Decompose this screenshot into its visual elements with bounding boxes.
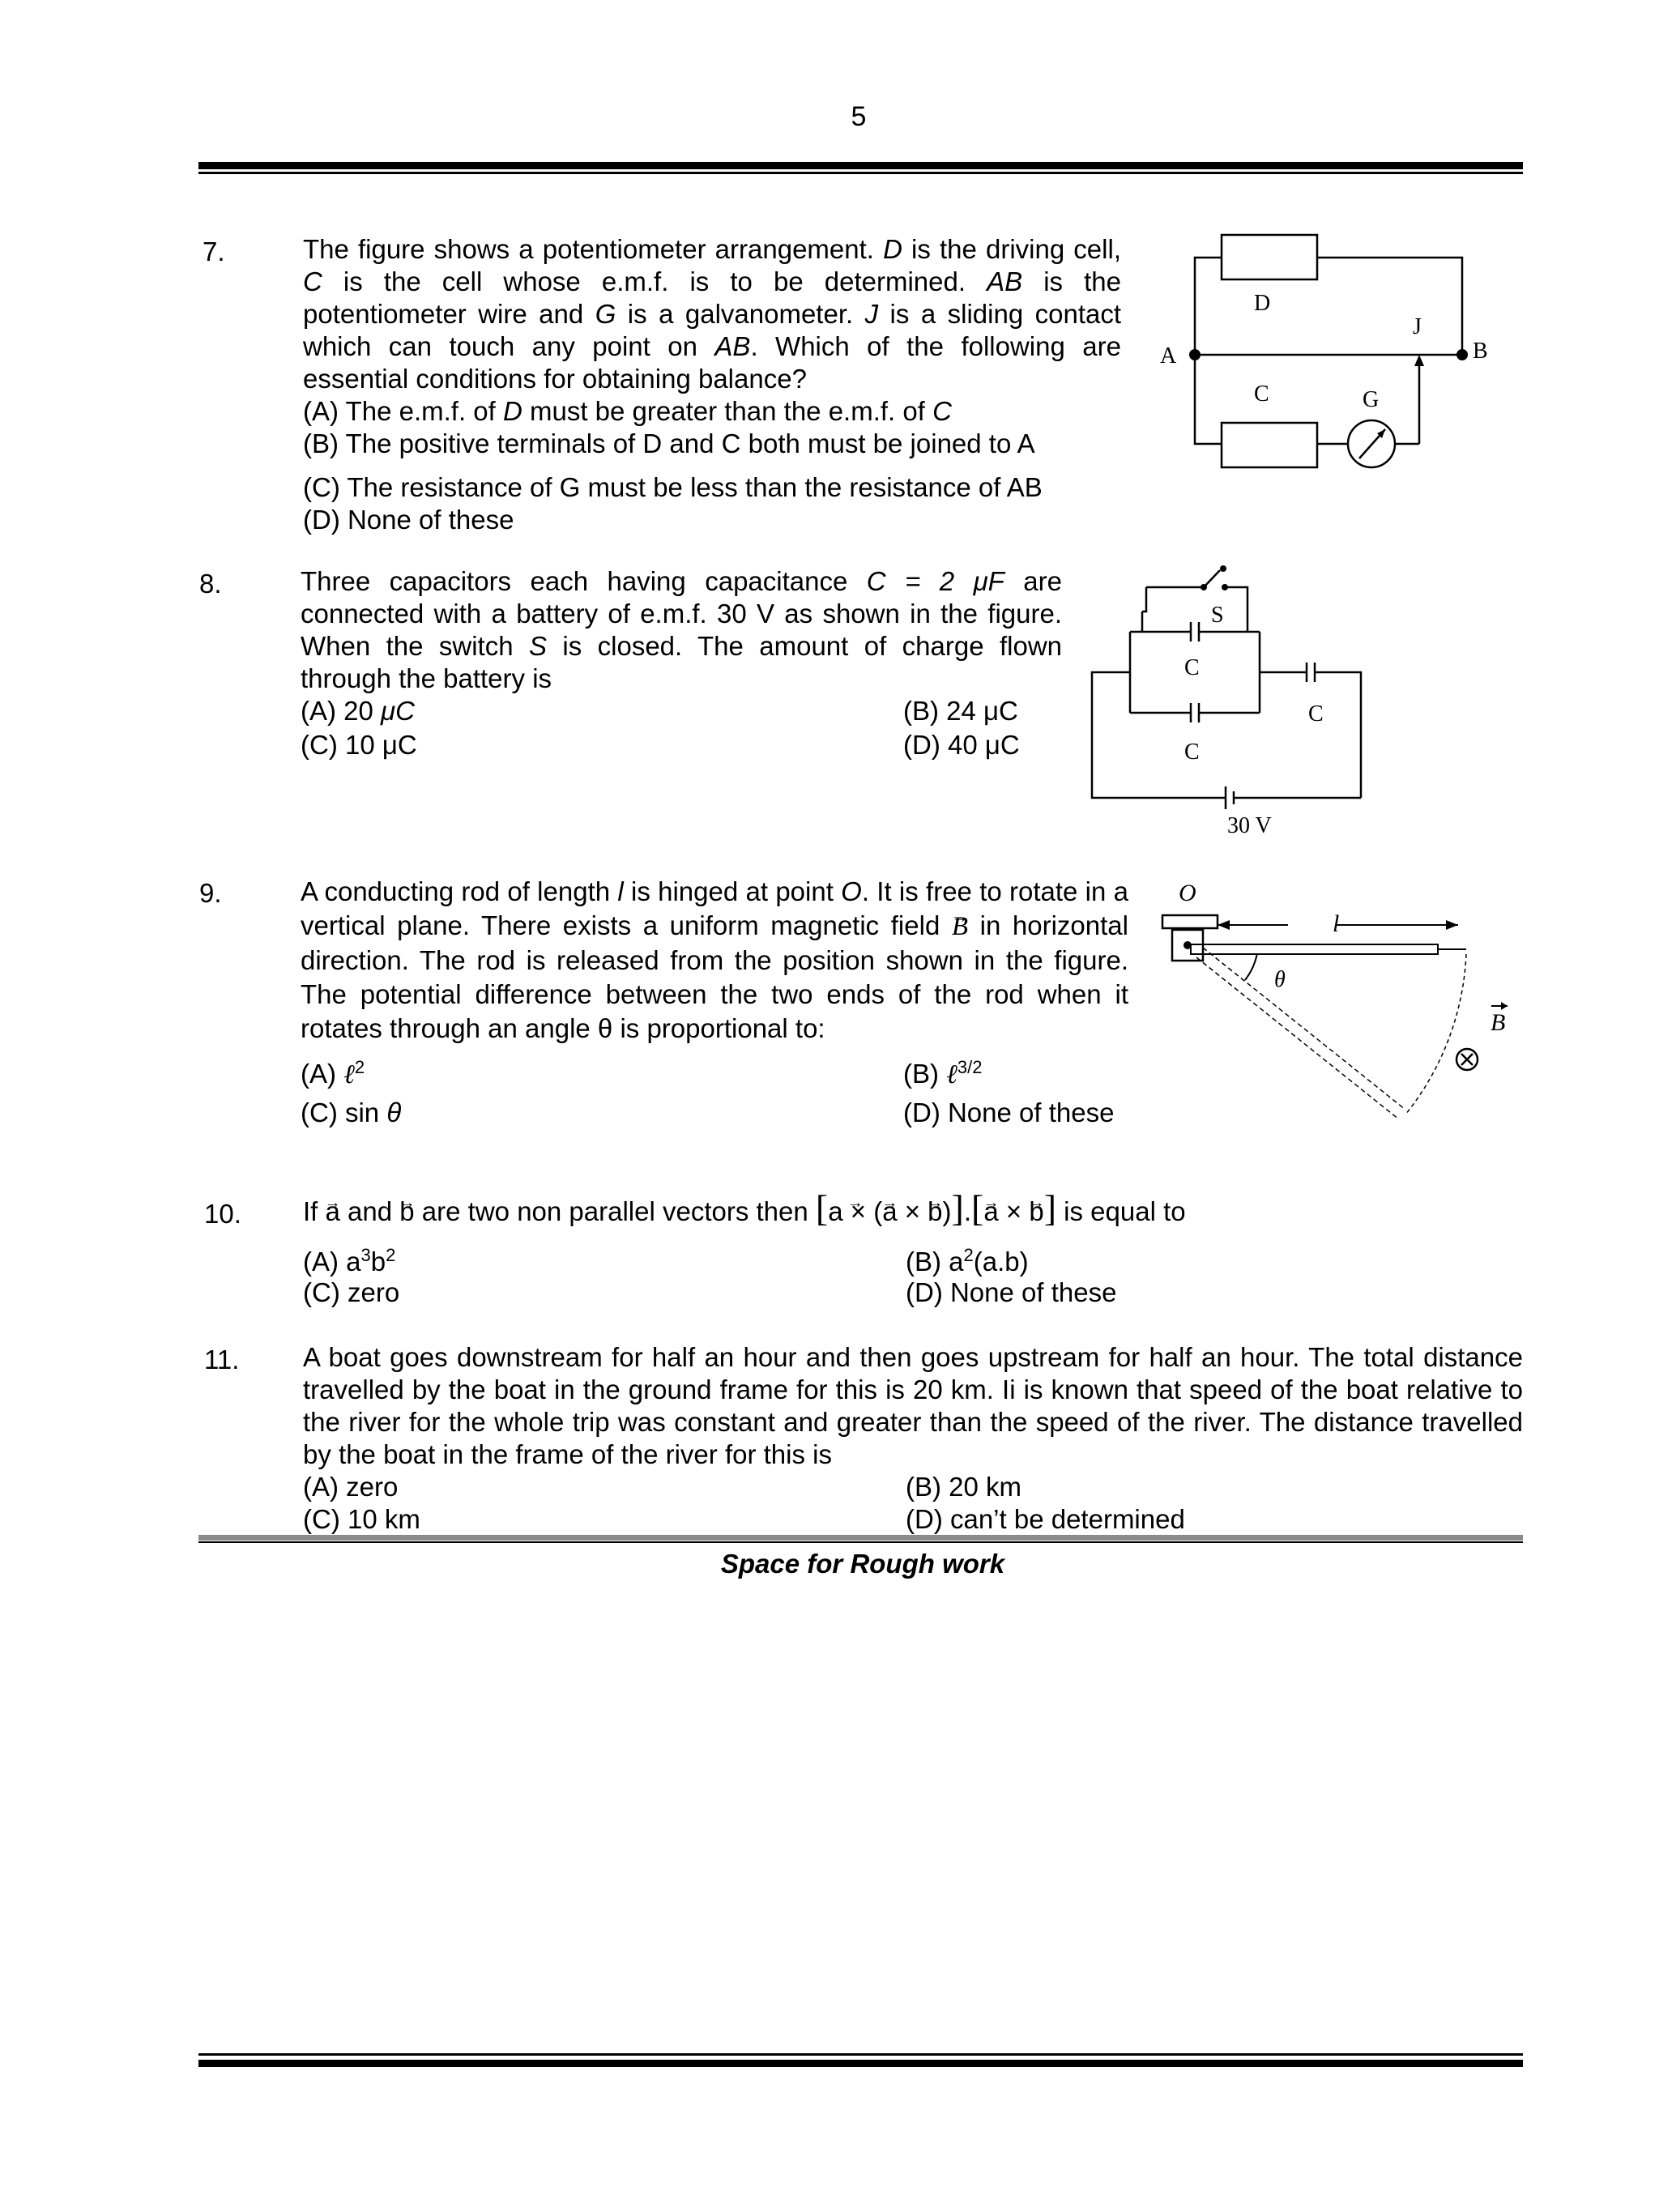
q7-option-c[interactable]: (C) The resistance of G must be less than the resistance of AB xyxy=(303,472,1043,502)
page-number: 5 xyxy=(851,101,867,132)
label-theta: θ xyxy=(1274,967,1286,992)
label-c-series: C xyxy=(1308,701,1324,727)
q10-option-c[interactable]: (C) zero xyxy=(303,1277,400,1307)
q8-option-a[interactable]: (A) 20 μC xyxy=(301,696,415,726)
q9-option-b[interactable]: (B) ℓ$^{3/2}$ xyxy=(903,1057,983,1089)
q8-number: 8. xyxy=(199,569,222,599)
q8-option-b[interactable]: (B) 24 μC xyxy=(903,696,1018,726)
footer-rule xyxy=(198,2060,1523,2067)
q11-option-d[interactable]: (D) can’t be determined xyxy=(906,1504,1185,1534)
q9-option-c[interactable]: (C) sin θ xyxy=(301,1097,402,1127)
label-a: A xyxy=(1160,343,1177,369)
q10-number: 10. xyxy=(204,1199,241,1229)
label-d: D xyxy=(1254,291,1271,316)
q7-stem: The figure shows a potentiometer arrangement. D is the driving cell, C is the cell whose e.m.f. is to be determined. AB is the potentiometer wire and G is a galvanometer. J is a sliding contact which can touch any point on AB. Which of the following are essential conditions for obtaining balance? xyxy=(303,234,1122,394)
footer-rule-thin xyxy=(198,2053,1523,2056)
label-s: S xyxy=(1211,603,1224,628)
point-b-dot xyxy=(1456,349,1468,360)
label-j: J xyxy=(1413,314,1422,339)
q9-stem: A conducting rod of length l is hinged at point O. It is free to rotate in a vertical plane. There exists a uniform magnetic field → B in horizontal direction. The rod is released from the position shown in the figure. The potential difference between the two ends of the rod when it rotates through an angle θ is proportional to: xyxy=(301,875,1128,1046)
label-o: O xyxy=(1179,880,1196,906)
q11-stem: A boat goes downstream for half an hour and then goes upstream for half an hour. The total distance travelled by the boat in the ground frame for this is 20 km. Ii is known that speed of the boat relative to the river for the whole trip was constant and greater than the speed of the river. The distance travelled by the boat in the frame of the river for this is xyxy=(303,1342,1523,1469)
label-l: l xyxy=(1333,910,1340,937)
q10-option-a[interactable]: (A) $a^3b^2$ xyxy=(303,1245,396,1276)
label-b-field: B xyxy=(1491,1009,1506,1036)
label-battery: 30 V xyxy=(1227,813,1272,834)
q7-potentiometer-figure xyxy=(1150,219,1507,486)
header-rule-thin xyxy=(198,172,1523,174)
q8-capacitor-figure xyxy=(1077,559,1377,834)
q7-number: 7. xyxy=(203,237,225,266)
label-c: C xyxy=(1254,381,1269,407)
q7-option-d[interactable]: (D) None of these xyxy=(303,505,514,535)
q9-number: 9. xyxy=(199,878,222,908)
label-c-upper: C xyxy=(1184,655,1200,680)
q7-option-b[interactable]: (B) The positive terminals of D and C both must be joined to A xyxy=(303,428,1035,458)
q11-option-a[interactable]: (A) zero xyxy=(303,1472,399,1502)
q8-option-c[interactable]: (C) 10 μC xyxy=(301,730,417,760)
rough-work-rule-thin xyxy=(198,1541,1523,1543)
rough-work-rule xyxy=(198,1535,1523,1541)
point-a-dot xyxy=(1189,349,1201,360)
q9-rod-figure xyxy=(1146,875,1527,1142)
q11-option-c[interactable]: (C) 10 km xyxy=(303,1504,420,1534)
rough-work-label: Space for Rough work xyxy=(720,1549,1005,1579)
q10-stem: If → a and → b are two non parallel vectors then [→ a × (→ a × → b)].[→ a × → b] is equal to xyxy=(303,1196,1186,1228)
header-rule xyxy=(198,162,1523,169)
q10-option-b[interactable]: (B) $a^2(a.b)$ xyxy=(906,1245,1029,1276)
q8-option-d[interactable]: (D) 40 μC xyxy=(903,730,1020,760)
q8-stem: Three capacitors each having capacitance C = 2 μF are connected with a battery of e.m.f. 30 V as shown in the figure. When the switch S is closed. The amount of charge flown through the battery is xyxy=(301,566,1063,693)
q9-option-a[interactable]: (A) ℓ$^2$ xyxy=(301,1057,365,1089)
q11-number: 11. xyxy=(204,1345,240,1375)
label-c-lower: C xyxy=(1184,739,1200,765)
q10-option-d[interactable]: (D) None of these xyxy=(906,1277,1117,1307)
label-b: B xyxy=(1473,339,1488,364)
q9-option-d[interactable]: (D) None of these xyxy=(903,1097,1115,1127)
q7-option-a[interactable]: (A) The e.m.f. of D must be greater than the e.m.f. of C xyxy=(303,396,952,426)
q11-option-b[interactable]: (B) 20 km xyxy=(906,1472,1022,1502)
label-g: G xyxy=(1363,387,1380,412)
